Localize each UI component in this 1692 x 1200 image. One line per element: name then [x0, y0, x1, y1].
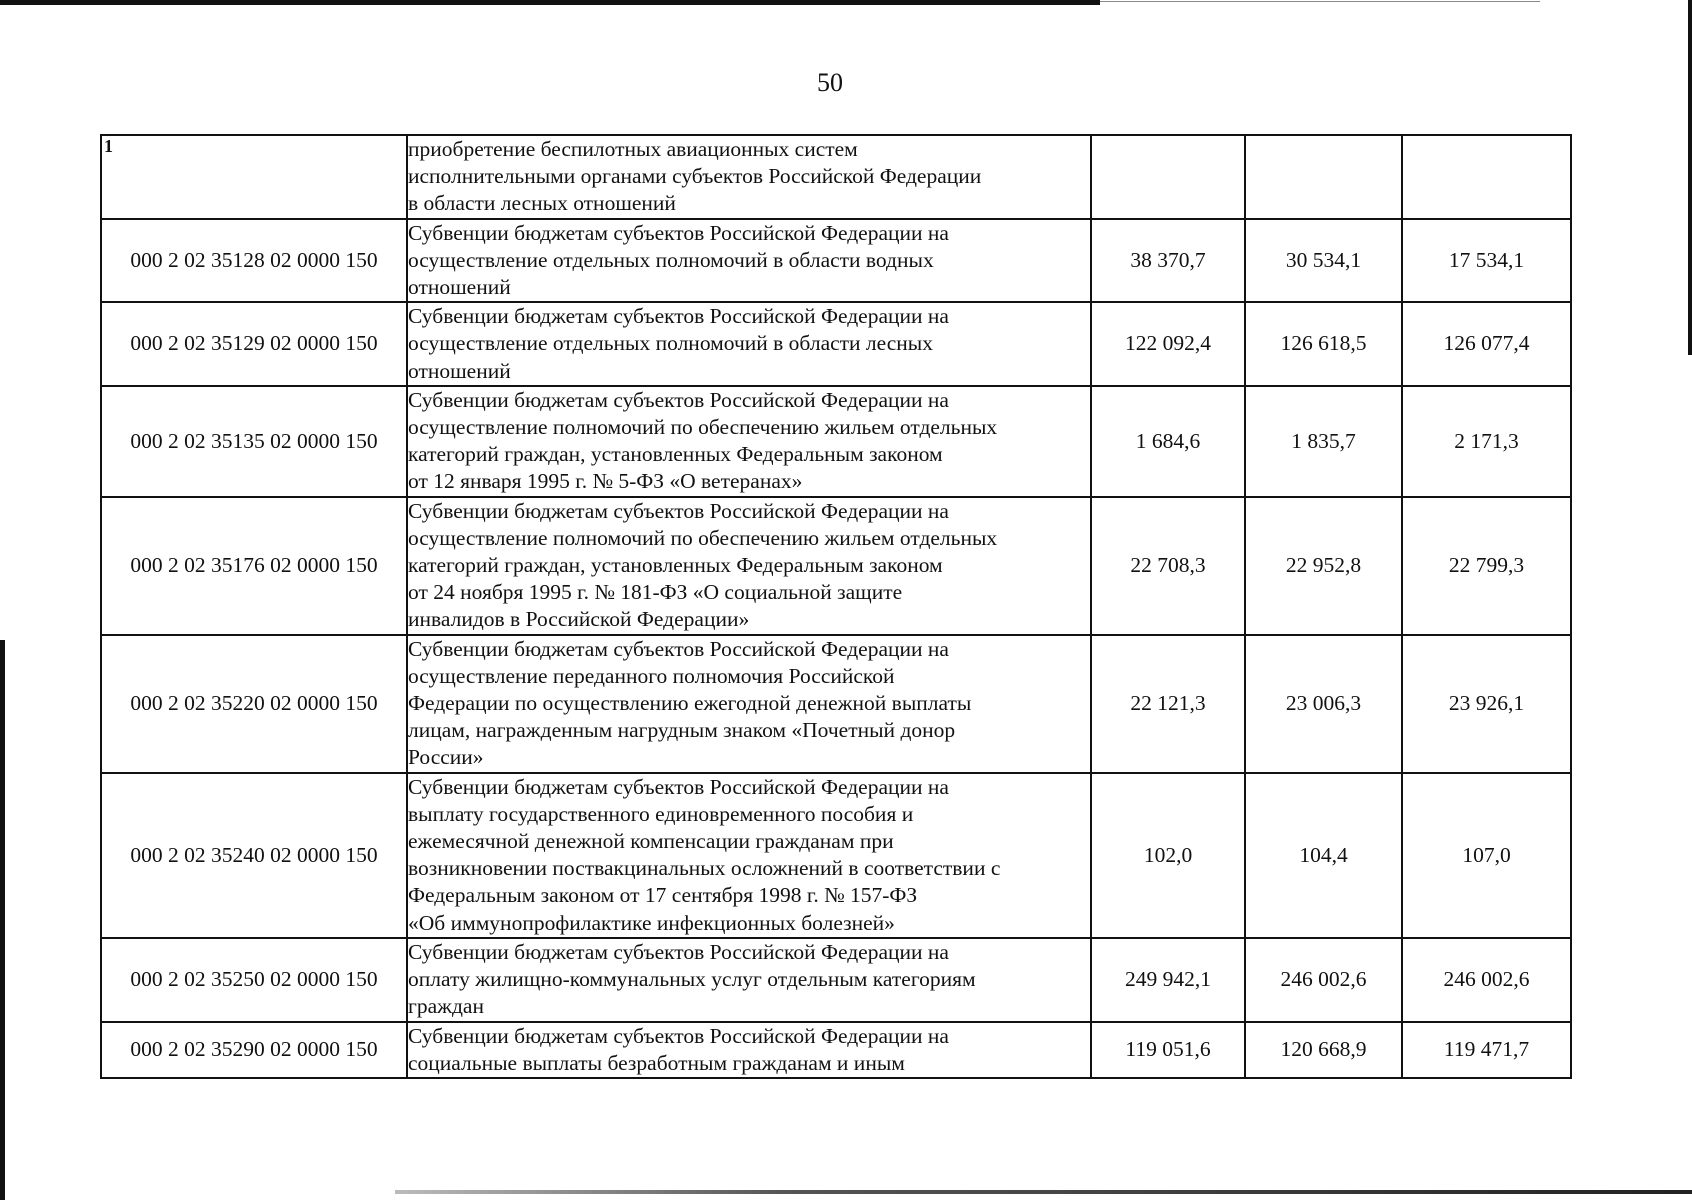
row-name-line: осуществление переданного полномочия Российской	[408, 663, 895, 688]
table-row	[101, 386, 1571, 497]
row-name-line: социальные выплаты безработным гражданам и иным	[408, 1050, 905, 1075]
row-name-line: Федеральным законом от 17 сентября 1998 г. № 157-ФЗ	[408, 883, 918, 908]
row-name	[407, 773, 1091, 938]
row-name-line: граждан	[408, 994, 484, 1019]
row-value-1: 119 051,6	[1091, 1022, 1245, 1078]
table-row	[101, 135, 1571, 219]
table-row	[101, 219, 1571, 303]
row-name-line: «Об иммунопрофилактике инфекционных болезней»	[408, 910, 895, 935]
scan-edge-bottom	[395, 1190, 1692, 1194]
row-value-2: 246 002,6	[1245, 938, 1402, 1022]
row-value-2: 23 006,3	[1245, 635, 1402, 773]
row-value-2: 1 835,7	[1245, 386, 1402, 497]
row-value-2: 30 534,1	[1245, 219, 1402, 303]
row-value-1: 22 121,3	[1091, 635, 1245, 773]
row-code: 000 2 02 35290 02 0000 150	[101, 1022, 407, 1078]
row-value-1	[1091, 135, 1245, 219]
row-name-line: возникновении поствакцинальных осложнений в соответствии с	[408, 856, 1001, 881]
row-value-1: 249 942,1	[1091, 938, 1245, 1022]
row-name-line: от 12 января 1995 г. № 5-ФЗ «О ветеранах»	[408, 469, 803, 494]
row-code: 000 2 02 35128 02 0000 150	[101, 219, 407, 303]
budget-table	[100, 134, 1572, 1079]
row-name-line: Субвенции бюджетам субъектов Российской Федерации на	[408, 636, 949, 661]
row-name-line: Субвенции бюджетам субъектов Российской Федерации на	[408, 939, 949, 964]
row-value-1: 122 092,4	[1091, 302, 1245, 386]
table-row	[101, 1022, 1571, 1078]
row-name-line: ежемесячной денежной компенсации гражданам при	[408, 829, 894, 854]
row-name	[407, 386, 1091, 497]
row-value-2: 120 668,9	[1245, 1022, 1402, 1078]
row-name-line: оплату жилищно-коммунальных услуг отдельным категориям	[408, 967, 976, 992]
row-code: 000 2 02 35176 02 0000 150	[101, 497, 407, 635]
row-value-1: 102,0	[1091, 773, 1245, 938]
row-value-3: 126 077,4	[1402, 302, 1571, 386]
row-value-1: 38 370,7	[1091, 219, 1245, 303]
budget-table-body	[101, 135, 1571, 1078]
row-name	[407, 497, 1091, 635]
row-name	[407, 302, 1091, 386]
row-name-line: Субвенции бюджетам субъектов Российской Федерации на	[408, 387, 949, 412]
row-name-line: инвалидов в Российской Федерации»	[408, 607, 750, 632]
row-value-3: 2 171,3	[1402, 386, 1571, 497]
row-value-3: 23 926,1	[1402, 635, 1571, 773]
row-value-3: 22 799,3	[1402, 497, 1571, 635]
row-name-line: Субвенции бюджетам субъектов Российской Федерации на	[408, 220, 949, 245]
row-value-3: 107,0	[1402, 773, 1571, 938]
table-row	[101, 773, 1571, 938]
row-name-line: осуществление отдельных полномочий в области лесных	[408, 331, 933, 356]
row-name-line: от 24 ноября 1995 г. № 181-ФЗ «О социальной защите	[408, 580, 903, 605]
row-name-line: категорий граждан, установленных Федеральным законом	[408, 553, 943, 578]
row-value-1: 22 708,3	[1091, 497, 1245, 635]
row-code	[101, 135, 407, 219]
row-name	[407, 938, 1091, 1022]
row-name-line: осуществление отдельных полномочий в области водных	[408, 247, 934, 272]
table-row	[101, 497, 1571, 635]
row-value-3: 246 002,6	[1402, 938, 1571, 1022]
row-name-line: Субвенции бюджетам субъектов Российской Федерации на	[408, 1023, 949, 1048]
row-name-line: исполнительными органами субъектов Российской Федерации	[408, 164, 982, 189]
row-name	[407, 219, 1091, 303]
row-value-1: 1 684,6	[1091, 386, 1245, 497]
row-name	[407, 635, 1091, 773]
row-code: 000 2 02 35240 02 0000 150	[101, 773, 407, 938]
row-value-2	[1245, 135, 1402, 219]
page-number: 50	[817, 68, 843, 97]
row-name-line: России»	[408, 745, 484, 770]
row-name-line: Федерации по осуществлению ежегодной денежной выплаты	[408, 691, 972, 716]
row-name-line: Субвенции бюджетам субъектов Российской Федерации на	[408, 498, 949, 523]
row-code: 000 2 02 35135 02 0000 150	[101, 386, 407, 497]
row-value-2: 22 952,8	[1245, 497, 1402, 635]
row-value-2: 126 618,5	[1245, 302, 1402, 386]
row-value-2: 104,4	[1245, 773, 1402, 938]
scan-edge-top	[0, 0, 1100, 5]
row-code: 000 2 02 35129 02 0000 150	[101, 302, 407, 386]
table-row	[101, 302, 1571, 386]
row-name-line: в области лесных отношений	[408, 191, 676, 216]
table-row	[101, 635, 1571, 773]
row-name-line: приобретение беспилотных авиационных систем	[408, 137, 858, 161]
row-name-line: Субвенции бюджетам субъектов Российской Федерации на	[408, 304, 949, 329]
scan-edge-top-thin	[1100, 1, 1540, 2]
row-name-line: отношений	[408, 358, 511, 383]
row-name-line: выплату государственного единовременного пособия и	[408, 801, 914, 826]
row-name-line: отношений	[408, 275, 511, 300]
row-code: 000 2 02 35220 02 0000 150	[101, 635, 407, 773]
corner-mark: 1	[104, 136, 113, 156]
row-value-3: 119 471,7	[1402, 1022, 1571, 1078]
scan-edge-left	[0, 640, 5, 1200]
row-name	[407, 135, 1091, 219]
row-name-line: категорий граждан, установленных Федеральным законом	[408, 442, 943, 467]
row-name-line: лицам, награжденным нагрудным знаком «Почетный донор	[408, 718, 956, 743]
row-name-line: Субвенции бюджетам субъектов Российской Федерации на	[408, 774, 949, 799]
row-value-3: 17 534,1	[1402, 219, 1571, 303]
row-value-3	[1402, 135, 1571, 219]
row-name	[407, 1022, 1091, 1078]
table-row	[101, 938, 1571, 1022]
scan-edge-right	[1688, 0, 1692, 355]
row-code: 000 2 02 35250 02 0000 150	[101, 938, 407, 1022]
row-name-line: осуществление полномочий по обеспечению жильем отдельных	[408, 415, 998, 440]
row-name-line: осуществление полномочий по обеспечению жильем отдельных	[408, 525, 998, 550]
